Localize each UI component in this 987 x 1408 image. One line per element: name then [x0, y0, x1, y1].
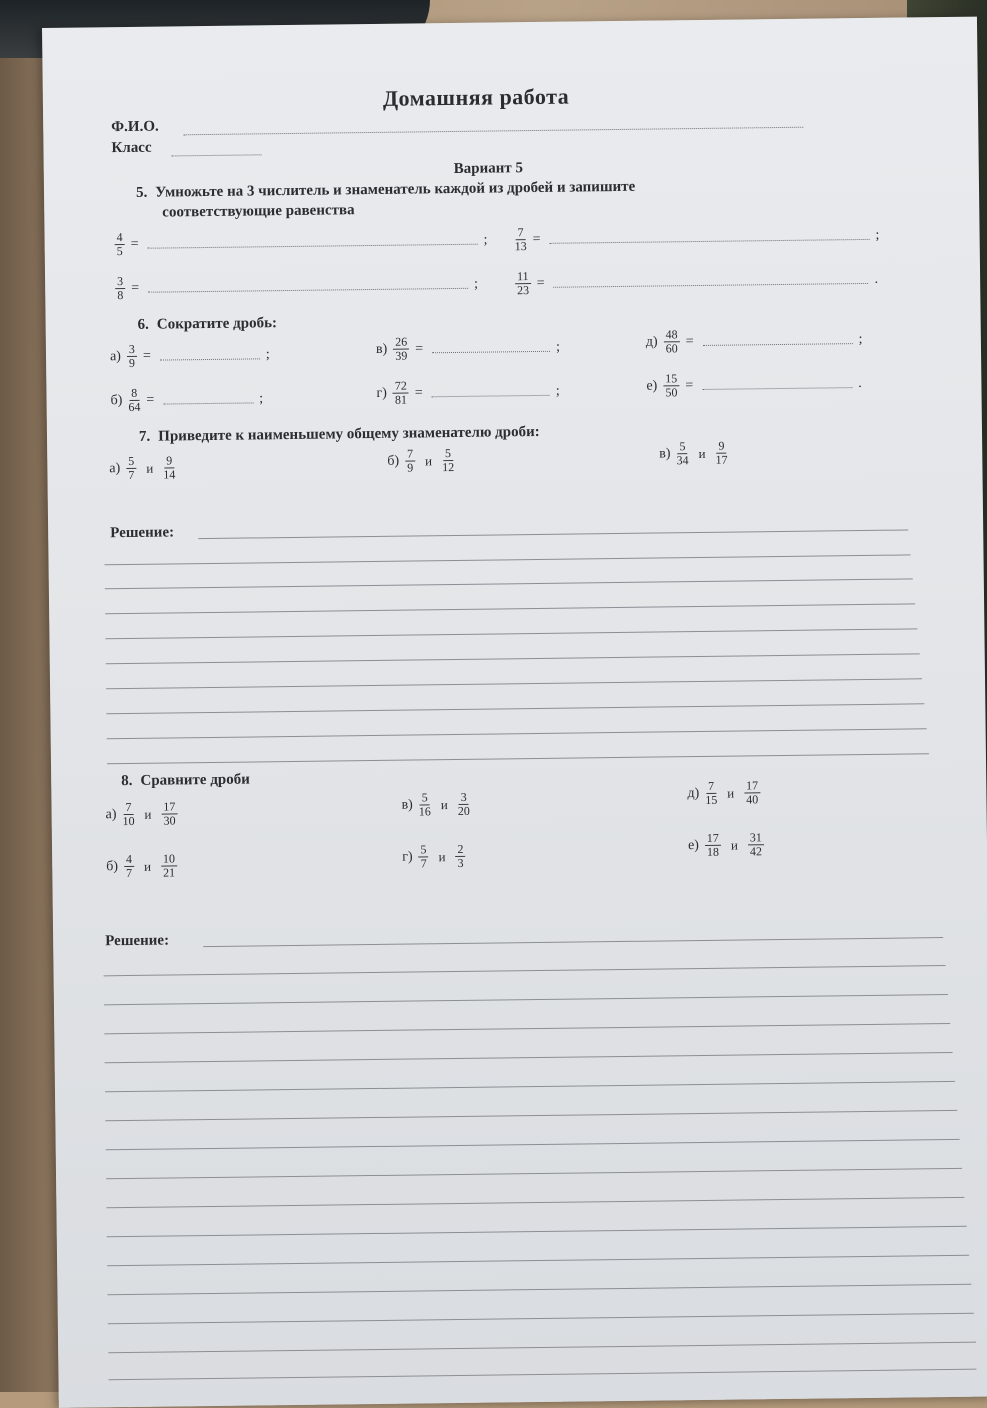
- conjunction: и: [425, 452, 433, 468]
- denominator: 13: [514, 239, 527, 254]
- numerator: 15: [663, 372, 679, 386]
- numerator: 9: [164, 454, 174, 468]
- conjunction: и: [727, 785, 735, 801]
- fraction: [122, 801, 134, 828]
- numerator: 7: [706, 780, 716, 794]
- answer-line: [549, 231, 869, 244]
- denominator: 8: [117, 288, 124, 303]
- task8-heading: [121, 772, 250, 791]
- fraction: [514, 226, 526, 253]
- numerator: 11: [515, 270, 531, 284]
- denominator: 42: [749, 844, 763, 859]
- numerator: 26: [393, 336, 409, 350]
- solution-label-1: Решение:: [110, 524, 175, 542]
- conjunction: и: [730, 837, 738, 853]
- fraction: [115, 275, 125, 302]
- solution-line: [104, 1023, 950, 1034]
- item-label: д): [645, 334, 658, 350]
- item-label: в): [375, 341, 388, 357]
- item-label: а): [109, 348, 121, 364]
- task6-item-g: г) $\frac{72}{81}$ = ;: [376, 378, 560, 407]
- task5-item-1: $\frac{4}{5}$ = ;: [116, 230, 488, 259]
- fraction: [663, 372, 679, 399]
- denominator: 18: [706, 844, 720, 859]
- fraction: [161, 800, 177, 827]
- solution-line: [106, 1139, 960, 1150]
- denominator: 15: [705, 792, 718, 807]
- fraction: [455, 843, 465, 870]
- fraction: [114, 231, 124, 258]
- task7-item-a: [109, 454, 175, 482]
- numerator: 5: [443, 447, 453, 461]
- denominator: 7: [126, 865, 133, 881]
- conjunction: и: [438, 848, 446, 864]
- line-end: ;: [483, 232, 488, 248]
- item-label: б): [387, 453, 400, 469]
- denominator: 3: [457, 855, 464, 870]
- solution-line: [106, 1197, 964, 1208]
- conjunction: и: [143, 858, 152, 874]
- solution-line: [105, 628, 917, 639]
- solution-line: [105, 554, 911, 565]
- numerator: 2: [455, 843, 465, 857]
- task8-number: 8.: [121, 772, 133, 790]
- solution-line: [105, 1052, 953, 1063]
- numerator: 17: [744, 779, 760, 793]
- denominator: 5: [116, 244, 123, 259]
- solution-line: [106, 1168, 962, 1179]
- numerator: 7: [123, 801, 133, 815]
- solution-line: [105, 578, 913, 589]
- item-label: а): [109, 460, 121, 476]
- numerator: 17: [705, 832, 721, 846]
- line-end: .: [858, 375, 862, 391]
- solution-line: [105, 1081, 955, 1092]
- fraction: [705, 832, 721, 859]
- solution-line: [107, 1255, 969, 1267]
- numerator: 9: [716, 440, 726, 454]
- task7-item-v: [659, 440, 728, 468]
- worksheet-paper: [42, 17, 987, 1408]
- solution-line: [109, 1369, 977, 1381]
- fraction: [124, 853, 134, 880]
- fraction: [748, 831, 764, 858]
- solution-line: [104, 965, 946, 976]
- solution-line: [106, 703, 924, 714]
- numerator: 4: [114, 231, 124, 245]
- line-end: ;: [265, 346, 270, 362]
- denominator: 23: [516, 283, 530, 298]
- answer-line: [432, 343, 550, 353]
- worksheet-title: Домашняя работа: [382, 83, 570, 111]
- solution-line: [198, 529, 908, 539]
- item-label: а): [105, 806, 117, 822]
- solution-line: [107, 753, 929, 764]
- task5-text-line2: соответствующие равенства: [162, 202, 355, 221]
- line-end: ;: [555, 383, 560, 399]
- fraction: [676, 440, 688, 467]
- line-end: ;: [556, 339, 561, 355]
- task8-item-d: [687, 779, 760, 807]
- numerator: 5: [418, 843, 428, 857]
- line-end: ;: [259, 390, 264, 406]
- item-label: д): [687, 785, 700, 801]
- denominator: 21: [163, 865, 176, 880]
- fraction: [664, 328, 680, 355]
- denominator: 17: [715, 452, 728, 467]
- fraction: [715, 440, 727, 467]
- answer-line: [432, 387, 550, 397]
- solution-line: [203, 937, 943, 947]
- fraction: [405, 447, 415, 474]
- fio-label: Ф.И.О.: [111, 118, 159, 136]
- numerator: 3: [115, 275, 125, 289]
- denominator: 34: [676, 453, 689, 468]
- item-label: в): [659, 445, 671, 461]
- fraction: [744, 779, 760, 806]
- fraction: [161, 852, 177, 879]
- numerator: 3: [459, 791, 469, 805]
- fraction: [418, 843, 428, 870]
- variant-label: Вариант 5: [453, 160, 524, 177]
- numerator: 8: [129, 387, 139, 401]
- conjunction: и: [146, 460, 154, 476]
- numerator: 72: [393, 380, 409, 394]
- numerator: 17: [161, 800, 177, 814]
- denominator: 16: [418, 804, 431, 819]
- line-end: ;: [875, 227, 880, 243]
- fraction: [393, 336, 409, 363]
- fraction: [458, 791, 470, 818]
- denominator: 30: [163, 813, 176, 828]
- task6-item-a: а) $\frac{3}{9}$ = ;: [109, 341, 270, 370]
- task6-item-d: д) $\frac{48}{60}$ = ;: [645, 327, 863, 356]
- numerator: 31: [748, 831, 764, 845]
- task7-heading: [139, 424, 540, 446]
- task6-item-e: е) $\frac{15}{50}$ = .: [646, 371, 862, 400]
- numerator: 7: [405, 447, 415, 461]
- fraction: [442, 447, 454, 474]
- task5-item-4: $\frac{11}{23}$ = .: [516, 269, 879, 298]
- numerator: 48: [664, 328, 680, 342]
- line-end: ;: [473, 276, 479, 292]
- denominator: 40: [746, 792, 759, 807]
- task6-text: Сократите дробь:: [156, 315, 278, 333]
- solution-line: [106, 678, 922, 689]
- denominator: 64: [128, 399, 141, 414]
- denominator: 39: [395, 348, 408, 363]
- task8-item-g: [402, 843, 466, 871]
- task7-number: 7.: [138, 428, 151, 445]
- numerator: 5: [126, 455, 136, 469]
- conjunction: и: [144, 806, 152, 822]
- conjunction: и: [698, 445, 706, 461]
- task5-text-line1: Умножьте на 3 числитель и знаменатель каждой из дробей и запишите: [155, 178, 636, 201]
- denominator: 50: [665, 385, 678, 400]
- task7-item-b: [387, 447, 454, 475]
- solution-line: [106, 653, 920, 664]
- numerator: 5: [420, 791, 430, 805]
- numerator: 7: [515, 226, 525, 240]
- fio-line: [183, 127, 803, 136]
- solution-line: [107, 1284, 971, 1296]
- answer-line: [160, 350, 260, 360]
- item-label: в): [401, 797, 413, 813]
- denominator: 7: [420, 856, 427, 871]
- class-line: [172, 154, 262, 156]
- fraction: [128, 387, 140, 414]
- task5-item-3: $\frac{3}{8}$ = ;: [117, 274, 479, 303]
- denominator: 9: [128, 355, 136, 370]
- task6-item-v: в) $\frac{26}{39}$ = ;: [375, 334, 561, 363]
- item-label: б): [106, 858, 119, 874]
- denominator: 81: [394, 392, 408, 407]
- task8-item-v: [401, 791, 470, 819]
- task5-heading: [136, 179, 635, 202]
- task6-heading: [138, 315, 278, 334]
- denominator: 60: [665, 341, 678, 356]
- line-end: .: [874, 271, 879, 287]
- denominator: 10: [122, 813, 135, 829]
- item-label: г): [376, 385, 387, 401]
- task6-number: 6.: [137, 316, 149, 333]
- solution-line: [105, 1110, 957, 1121]
- fraction: [163, 454, 175, 481]
- solution-line: [108, 1313, 974, 1325]
- denominator: 7: [128, 467, 135, 482]
- solution-line: [107, 1226, 967, 1238]
- answer-line: [163, 394, 253, 404]
- task5-item-2: $\frac{7}{13}$ = ;: [514, 225, 880, 254]
- fraction: [393, 380, 409, 407]
- conjunction: и: [440, 796, 448, 812]
- solution-line: [105, 603, 915, 614]
- numerator: 10: [161, 852, 177, 866]
- task5-number: 5.: [135, 184, 148, 201]
- answer-line: [702, 379, 852, 390]
- fraction: [127, 343, 137, 370]
- answer-line: [554, 275, 869, 288]
- task7-text: Приведите к наименьшему общему знаменателю дроби:: [158, 423, 540, 445]
- solution-line: [108, 1342, 976, 1354]
- item-label: е): [687, 837, 700, 853]
- task8-item-e: [688, 831, 764, 859]
- denominator: 14: [163, 467, 176, 482]
- fraction: [126, 455, 136, 482]
- answer-line: [148, 236, 478, 249]
- task8-text: Сравните дроби: [140, 771, 250, 789]
- class-label: Класс: [111, 139, 152, 157]
- fraction: [515, 270, 531, 297]
- task8-item-a: [105, 800, 177, 828]
- numerator: 4: [124, 853, 134, 867]
- fraction: [419, 791, 431, 818]
- item-label: б): [110, 392, 123, 408]
- task8-item-b: [106, 852, 177, 880]
- denominator: 20: [457, 803, 470, 818]
- answer-line: [703, 335, 853, 346]
- solution-line: [107, 728, 927, 739]
- item-label: е): [646, 378, 658, 394]
- answer-line: [148, 280, 468, 293]
- denominator: 9: [407, 460, 414, 475]
- fraction: [705, 780, 717, 807]
- solution-label-2: Решение:: [105, 932, 170, 950]
- line-end: ;: [858, 331, 863, 347]
- item-label: г): [402, 849, 413, 865]
- task6-item-b: б) $\frac{8}{64}$ = ;: [110, 385, 264, 414]
- numerator: 5: [677, 440, 687, 454]
- numerator: 3: [127, 343, 137, 357]
- solution-line: [104, 994, 948, 1005]
- denominator: 12: [442, 459, 455, 475]
